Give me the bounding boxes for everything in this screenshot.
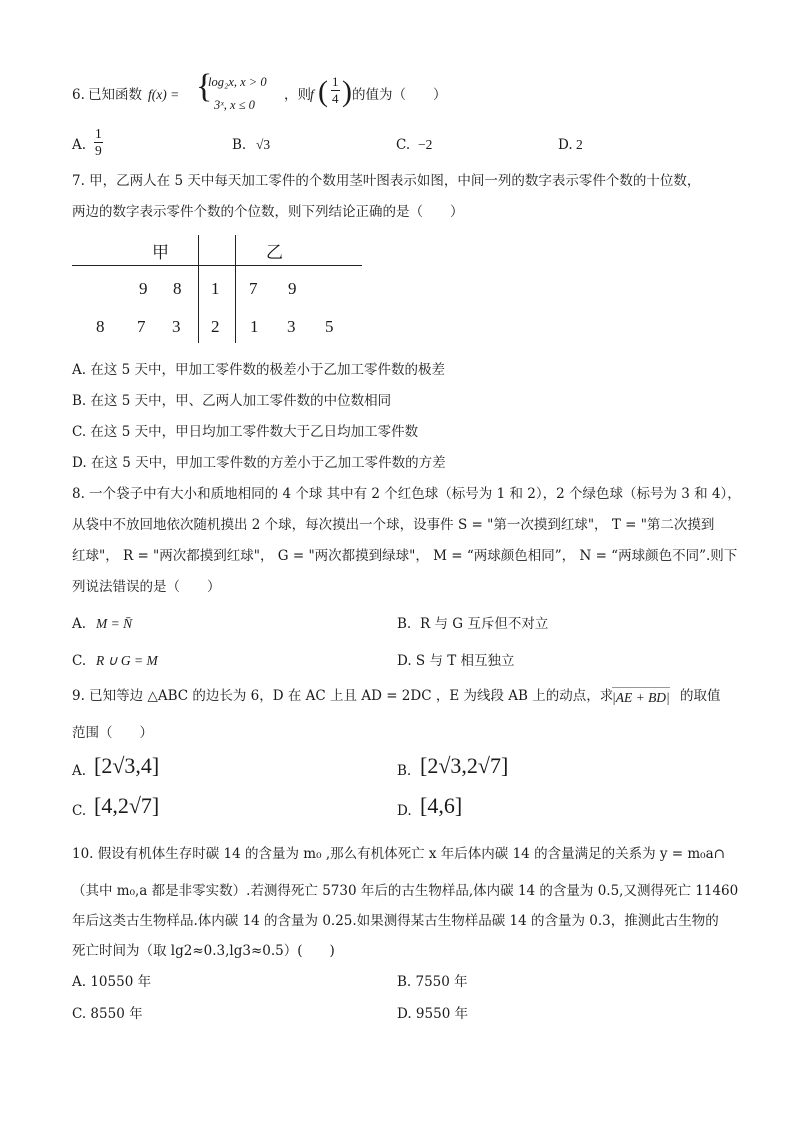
stem-leaf-leaf: 9 [139,279,148,298]
stem-leaf-left-header: 甲 [152,243,169,262]
q9-option-a-label: A. [72,763,87,779]
q8-option-b-label: B. [397,616,412,632]
q6-text-b: ，则 [284,87,311,103]
stem-leaf-header-rule [72,265,362,266]
q7-option-b: B. 在这 5 天中，甲、乙两人加工零件数的中位数相同 [72,393,392,409]
q6-arg-num: 1 [332,74,339,89]
stem-leaf-left-divider [198,235,199,343]
q8-option-c: R ∪ G = M [96,653,158,668]
q8-option-b: R 与 G 互斥但不对立 [420,616,549,632]
q6-option-a-label: A. [72,137,87,153]
q6-arg-den: 4 [332,91,339,106]
q6-number: 6. [72,87,85,103]
q7-option-a: A. 在这 5 天中，甲加工零件数的极差小于乙加工零件数的极差 [72,362,446,378]
q10-line-2: （其中 m₀,a 都是非零实数）.若测得死亡 5730 年后的古生物样品,体内碳 14 的含量为 0.5,又测得死亡 11460 [72,883,739,899]
q7-line-1: 7. 甲，乙两人在 5 天中每天加工零件的个数用茎叶图表示如图，中间一列的数字表示零件个数的十位数， [72,173,701,189]
q8-line-2: 从袋中不放回地依次随机摸出 2 个球，每次摸出一个球，设事件 S = "第一次摸到红球"， T = "第二次摸到 [72,517,715,533]
q6-option-a-num: 1 [95,126,102,141]
q6-option-c-label: C. [396,137,411,153]
q6-option-b-label: B. [232,137,247,153]
q6-case2: 3ˣ, x ≤ 0 [214,98,255,112]
q8-line-1: 8. 一个袋子中有大小和质地相同的 4 个球 其中有 2 个红色球（标号为 1 和 2），2 个绿色球（标号为 3 和 4）， [72,486,741,502]
stem-leaf-right-divider [235,235,236,343]
q9-vector-expression: |AE + BD| [612,687,670,707]
q6-option-a-den: 9 [95,143,102,158]
q10-option-d: D. 9550 年 [397,1006,469,1022]
q6-paren-left: ( [318,75,328,108]
q6-text-c: 的值为（ ） [352,87,447,103]
q6-brace: { [196,68,213,105]
q8-option-a: M = N̄ [96,616,133,631]
stem-leaf-leaf: 7 [137,317,146,336]
q6-arg-fraction [331,74,340,107]
q6-option-d-label: D. [558,137,573,153]
q8-line-4: 列说法错误的是（ ） [72,579,221,595]
q7-option-c: C. 在这 5 天中，甲日均加工零件数大于乙日均加工零件数 [72,424,419,440]
q6-func: f(x) = [148,87,180,102]
q6-option-d-value: 2 [576,137,583,152]
q9-line-1b: 的取值 [680,688,721,704]
stem-leaf-leaf: 8 [173,279,182,298]
q8-option-c-label: C. [72,653,87,669]
q10-line-4: 死亡时间为（取 lg2≈0.3,lg3≈0.5）( ) [72,943,335,959]
q6-f: f [310,87,314,102]
stem-leaf-leaf: 5 [325,317,334,336]
q10-option-b: B. 7550 年 [397,974,468,990]
q10-line-1: 10. 假设有机体生存时碳 14 的含量为 m₀ ,那么有机体死亡 x 年后体内碳 14 的含量满足的关系为 y = m₀a∩ [72,846,725,862]
q9-option-d: [4,6] [420,793,463,818]
q7-option-d: D. 在这 5 天中，甲加工零件数的方差小于乙加工零件数的方差 [72,455,446,471]
q10-option-c: C. 8550 年 [72,1006,143,1022]
q6-option-a-fraction [94,126,103,159]
stem-leaf-stem: 1 [211,279,220,298]
q8-line-3: 红球"， R = "两次都摸到红球"， G = "两次都摸到绿球"， M = “两球颜色相同”， N = “两球颜色不同”.则下 [72,548,738,564]
stem-leaf-leaf: 7 [249,279,258,298]
stem-leaf-leaf: 9 [288,279,297,298]
q6-option-b-value: √3 [256,137,271,152]
stem-leaf-right-header: 乙 [266,243,283,262]
q6-option-c-value: −2 [418,137,433,152]
stem-leaf-leaf: 1 [250,317,259,336]
stem-leaf-leaf: 3 [287,317,296,336]
q6-paren-right: ) [342,75,352,108]
stem-leaf-stem: 2 [211,317,220,336]
q9-option-c-label: C. [72,803,87,819]
q9-line-2: 范围（ ） [72,725,153,741]
stem-leaf-leaf: 8 [96,317,105,336]
q8-option-d: D. S 与 T 相互独立 [397,653,515,669]
q6-text-a: 已知函数 [88,87,142,103]
q9-option-a: [2√3,4] [94,753,160,778]
q9-option-c: [4,2√7] [94,793,160,818]
q10-line-3: 年后这类古生物样品.体内碳 14 的含量为 0.25.如果测得某古生物样品碳 14 的含量为 0.3，推测此古生物的 [72,913,719,929]
q6-case1: log₂x, x > 0 [208,75,267,89]
q8-option-a-label: A. [72,616,87,632]
stem-leaf-leaf: 3 [172,317,181,336]
q7-line-2: 两边的数字表示零件个数的个位数，则下列结论正确的是（ ） [72,204,464,220]
q9-line-1a: 9. 已知等边 △ABC 的边长为 6，D 在 AC 上且 AD = 2DC ，E 为线段 AB 上的动点，求 [72,688,614,704]
q10-option-a: A. 10550 年 [72,974,152,990]
q9-option-d-label: D. [397,803,412,819]
q9-option-b-label: B. [397,763,412,779]
q9-option-b: [2√3,2√7] [420,753,509,778]
